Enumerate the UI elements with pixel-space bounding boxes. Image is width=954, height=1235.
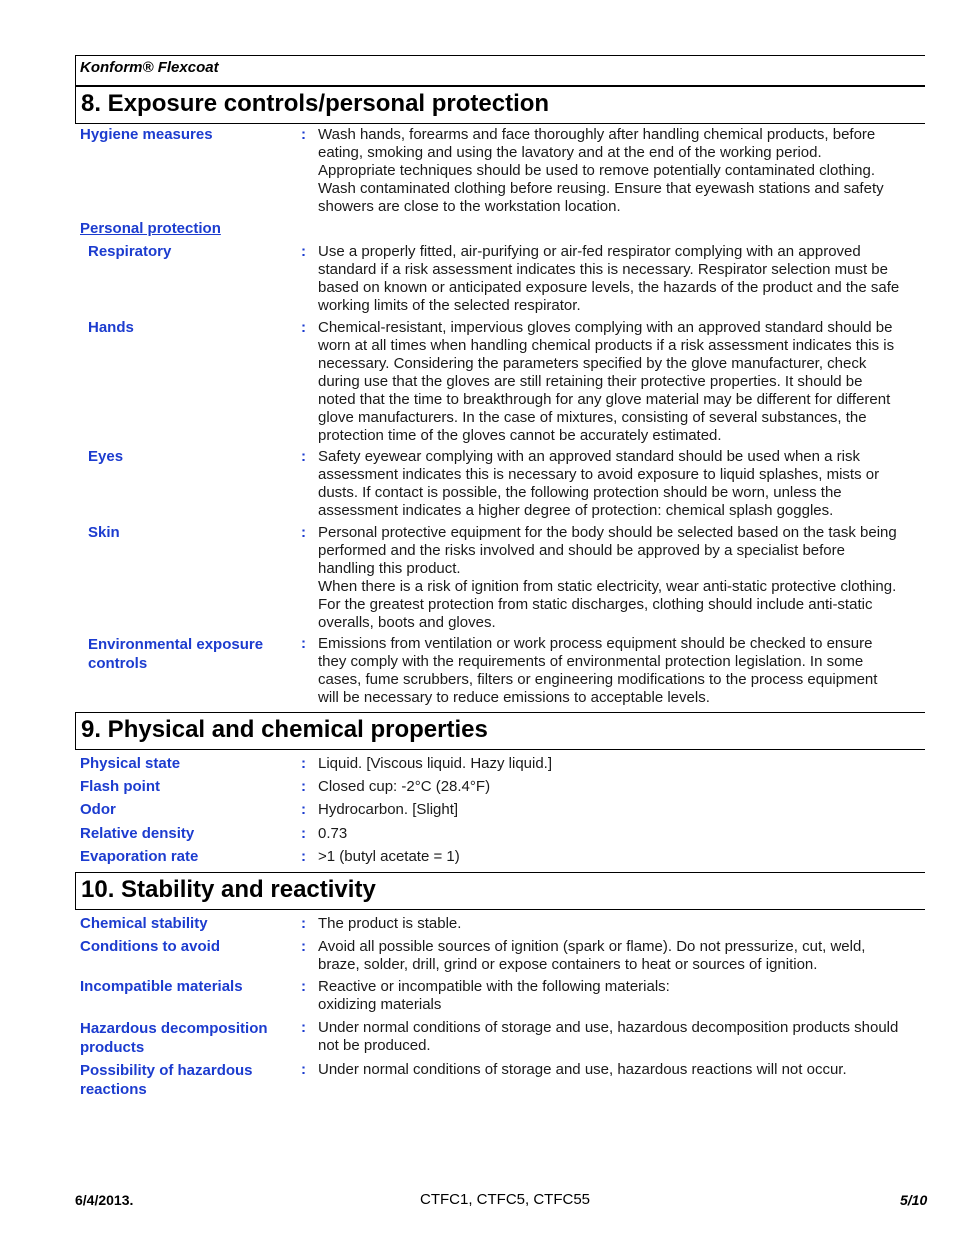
section-9-title: 9. Physical and chemical properties: [81, 716, 488, 743]
section-10-header: [75, 872, 925, 910]
separator: :: [301, 778, 306, 795]
incompatible-materials-label: Incompatible materials: [80, 978, 243, 995]
section-8-header: [75, 86, 925, 124]
flash-point-value: Closed cup: -2°C (28.4°F): [318, 778, 491, 795]
hazardous-reactions-value: Under normal conditions of storage and use, hazardous reactions will not occur.: [318, 1061, 847, 1078]
skin-value: Personal protective equipment for the body should be selected based on the task being performed and the risks involved and should be approved by a specialist before handling this product. When there is a risk of ignition from static electricity, wear anti-static protective clothing. For the greatest protection from static discharges, clothing should include anti-static overalls, boots and gloves.: [318, 524, 897, 631]
respiratory-label: Respiratory: [88, 243, 172, 260]
separator: :: [301, 978, 306, 995]
respiratory-value: Use a properly fitted, air-purifying or air-fed respirator complying with an approved standard if a risk assessment indicates this is necessary. Respirator selection must be based on known or anticipated exposure levels, the hazards of the product and the safe working limits of the selected respirator.: [318, 243, 900, 314]
chemical-stability-value: The product is stable.: [318, 915, 462, 932]
separator: :: [301, 126, 306, 143]
personal-protection-label: Personal protection: [80, 220, 221, 237]
evaporation-rate-value: >1 (butyl acetate = 1): [318, 848, 460, 865]
odor-label: Odor: [80, 801, 116, 818]
hazardous-reactions-label: Possibility of hazardous reactions: [80, 1062, 253, 1098]
conditions-to-avoid-value: Avoid all possible sources of ignition (spark or flame). Do not pressurize, cut, weld, braze, solder, drill, grind or expose containers to heat or sources of ignition.: [318, 938, 866, 973]
separator: :: [301, 915, 306, 932]
environmental-exposure-label: Environmental exposure controls: [88, 636, 264, 672]
section-10-title: 10. Stability and reactivity: [81, 876, 376, 903]
hazardous-decomposition-value: Under normal conditions of storage and use, hazardous decomposition products should not be produced.: [318, 1019, 899, 1054]
separator: :: [301, 1019, 306, 1036]
odor-value: Hydrocarbon. [Slight]: [318, 801, 459, 818]
separator: :: [301, 243, 306, 260]
separator: :: [301, 825, 306, 842]
chemical-stability-label: Chemical stability: [80, 915, 208, 932]
footer-date: 6/4/2013.: [75, 1192, 134, 1208]
evaporation-rate-label: Evaporation rate: [80, 848, 199, 865]
skin-label: Skin: [88, 524, 120, 541]
hygiene-measures-value: Wash hands, forearms and face thoroughly after handling chemical products, before eating, smoking and using the lavatory and at the end of the working period. Appropriate techniques should be used to remove potentially contaminated clothing. Wash contaminated clothing before reusing. Ensure that eyewash stations and safety showers are close to the workstation location.: [318, 126, 884, 215]
physical-state-label: Physical state: [80, 755, 181, 772]
environmental-exposure-value: Emissions from ventilation or work process equipment should be checked to ensure they comply with the requirements of environmental protection legislation. In some cases, fume scrubbers, filters or engineering modifications to the process equipment will be necessary to reduce emissions to acceptable levels.: [318, 635, 878, 706]
separator: :: [301, 524, 306, 541]
separator: :: [301, 801, 306, 818]
relative-density-label: Relative density: [80, 825, 195, 842]
hazardous-decomposition-label: Hazardous decomposition products: [80, 1020, 268, 1056]
separator: :: [301, 1061, 306, 1078]
physical-state-value: Liquid. [Viscous liquid. Hazy liquid.]: [318, 755, 553, 772]
hygiene-measures-label: Hygiene measures: [80, 126, 213, 143]
footer-page-number: 5/10: [900, 1192, 928, 1208]
separator: :: [301, 848, 306, 865]
eyes-value: Safety eyewear complying with an approved standard should be used when a risk assessment indicates this is necessary to avoid exposure to liquid splashes, mists or dusts. If contact is possible, the following protection should be worn, unless the assessment indicates a higher degree of protection: chemical splash goggles.: [318, 448, 880, 519]
section-9-header: [75, 712, 925, 750]
hands-label: Hands: [88, 319, 134, 336]
incompatible-materials-value: Reactive or incompatible with the following materials: oxidizing materials: [318, 978, 670, 1013]
section-8-title: 8. Exposure controls/personal protection: [81, 90, 550, 117]
flash-point-label: Flash point: [80, 778, 160, 795]
separator: :: [301, 319, 306, 336]
footer-product-codes: CTFC1, CTFC5, CTFC55: [420, 1191, 591, 1208]
separator: :: [301, 448, 306, 465]
conditions-to-avoid-label: Conditions to avoid: [80, 938, 220, 955]
hands-value: Chemical-resistant, impervious gloves complying with an approved standard should be worn at all times when handling chemical products if a risk assessment indicates this is necessary. Considering the parameters specified by the glove manufacturer, check during use that the gloves are still retaining their protective properties. It should be noted that the time to breakthrough for any glove material may be different for different glove manufacturers. In the case of mixtures, consisting of several substances, the protection time of the gloves cannot be accurately estimated.: [318, 319, 895, 444]
separator: :: [301, 635, 306, 652]
eyes-label: Eyes: [88, 448, 124, 465]
separator: :: [301, 755, 306, 772]
separator: :: [301, 938, 306, 955]
product-name: Konform® Flexcoat: [80, 59, 219, 76]
relative-density-value: 0.73: [318, 825, 348, 842]
